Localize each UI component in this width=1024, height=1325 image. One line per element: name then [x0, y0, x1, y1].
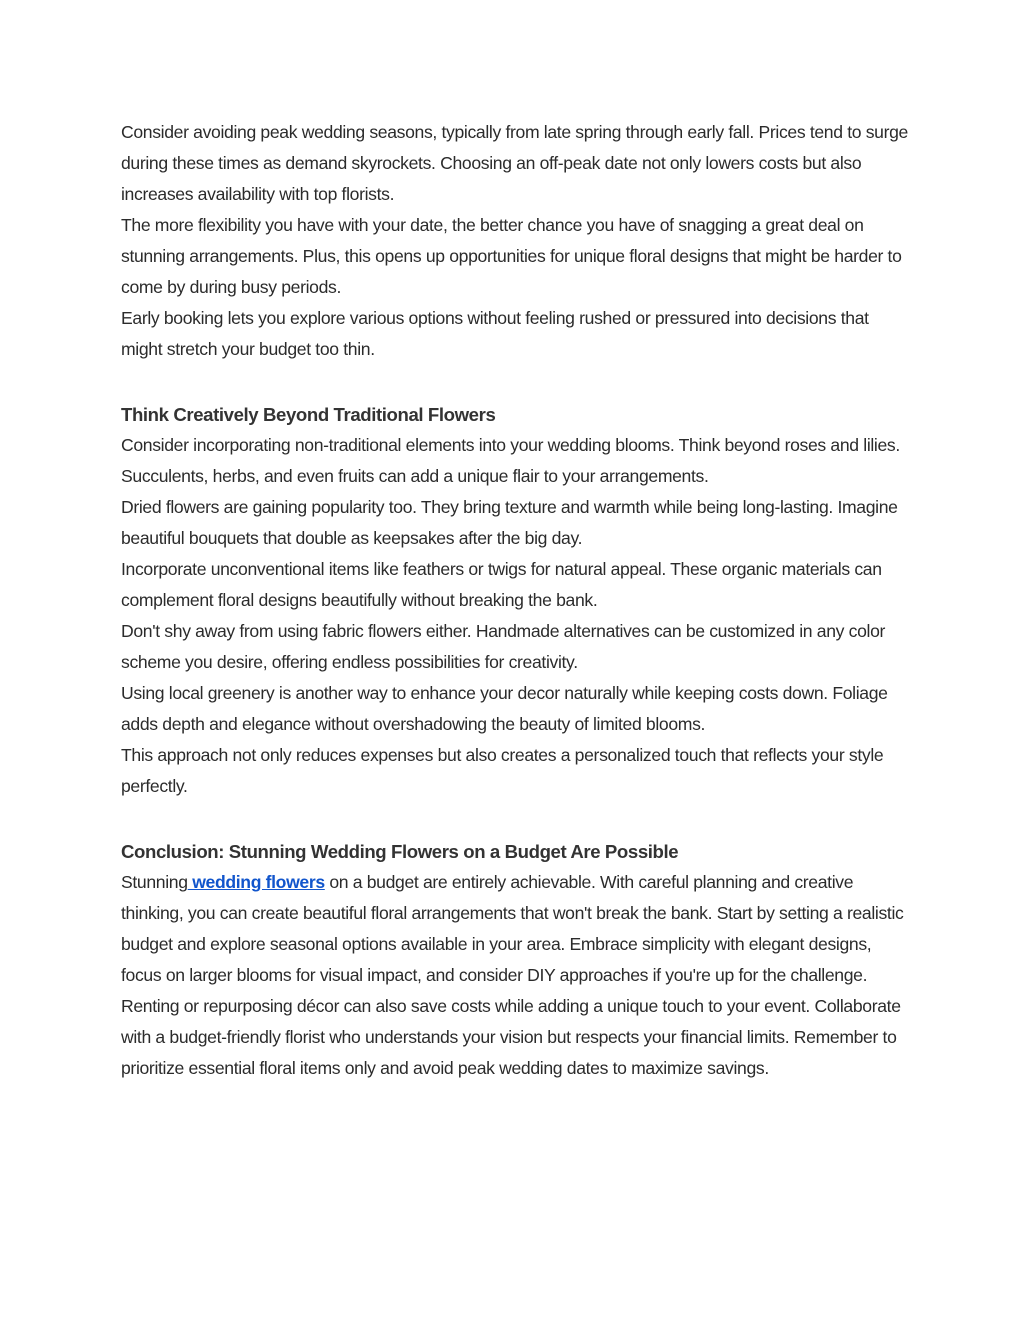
- heading-think-creatively: Think Creatively Beyond Traditional Flowers: [121, 404, 496, 425]
- article-body: [121, 117, 911, 1084]
- section-spacer: [121, 802, 911, 836]
- intro-prefix-text: Stunning: [121, 872, 188, 892]
- paragraph-unconventional-items: Incorporate unconventional items like feathers or twigs for natural appeal. These organic materials can complement floral designs beautifully without breaking the bank.: [121, 559, 882, 610]
- paragraph-renting-repurposing: Renting or repurposing décor can also save costs while adding a unique touch to your event. Collaborate with a budget-friendly florist who understands your vision but respects your financial limits. Remember to prioritize essential floral items only and avoid peak wedding dates to maximize savings.: [121, 996, 901, 1078]
- section-spacer: [121, 365, 911, 399]
- wedding-flowers-link[interactable]: wedding flowers: [187, 872, 325, 892]
- paragraph-local-greenery: Using local greenery is another way to enhance your decor naturally while keeping costs down. Foliage adds depth and elegance without overshadowing the beauty of limited blooms.: [121, 683, 888, 734]
- intro-rest-text: on a budget are entirely achievable. With careful planning and creative thinking, you can create beautiful floral arrangements that won't break the bank. Start by setting a realistic budget and explore seasonal options available in your area. Embrace simplicity with elegant designs, focus on larger blooms for visual impact, and consider DIY approaches if you're up for the challenge.: [121, 872, 904, 985]
- paragraph-personalized-touch: This approach not only reduces expenses but also creates a personalized touch that reflects your style perfectly.: [121, 745, 884, 796]
- paragraph-off-peak-seasons: Consider avoiding peak wedding seasons, typically from late spring through early fall. Prices tend to surge during these times as demand skyrockets. Choosing an off-peak date not only lowers costs but also increases availability with top florists.: [121, 122, 908, 204]
- paragraph-early-booking: Early booking lets you explore various options without feeling rushed or pressured into decisions that might stretch your budget too thin.: [121, 308, 869, 359]
- paragraph-non-traditional: Consider incorporating non-traditional elements into your wedding blooms. Think beyond roses and lilies. Succulents, herbs, and even fruits can add a unique flair to your arrangements.: [121, 435, 900, 486]
- paragraph-fabric-flowers: Don't shy away from using fabric flowers either. Handmade alternatives can be customized in any color scheme you desire, offering endless possibilities for creativity.: [121, 621, 886, 672]
- heading-conclusion: Conclusion: Stunning Wedding Flowers on a Budget Are Possible: [121, 841, 679, 862]
- paragraph-dried-flowers: Dried flowers are gaining popularity too. They bring texture and warmth while being long-lasting. Imagine beautiful bouquets that double as keepsakes after the big day.: [121, 497, 898, 548]
- paragraph-date-flexibility: The more flexibility you have with your date, the better chance you have of snagging a great deal on stunning arrangements. Plus, this opens up opportunities for unique floral designs that might be harder to come by during busy periods.: [121, 215, 902, 297]
- paragraph-conclusion-intro: [121, 867, 911, 991]
